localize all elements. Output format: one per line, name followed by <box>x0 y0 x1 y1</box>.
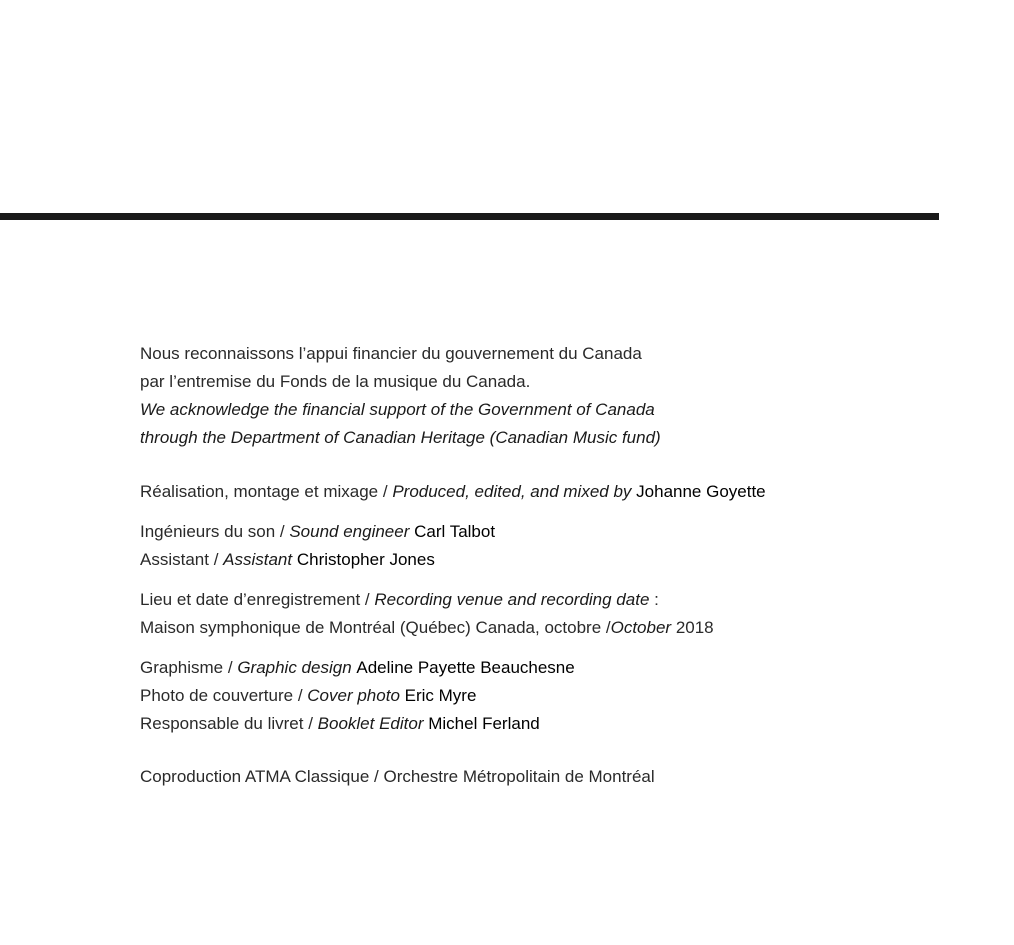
funding-acknowledgement <box>140 340 900 452</box>
cover-label-en: Cover photo <box>307 686 400 705</box>
venue-month-en: October <box>610 618 672 637</box>
venue-label-fr: Lieu et date d’enregistrement / <box>140 590 375 609</box>
assistant-name: Christopher Jones <box>296 550 435 569</box>
credits-block <box>140 340 900 791</box>
venue-label-suffix: : <box>649 590 659 609</box>
venue-year: 2018 <box>671 618 714 637</box>
booklet-label-fr: Responsable du livret / <box>140 714 318 733</box>
production-credit <box>140 478 900 506</box>
production-label-fr: Réalisation, montage et mixage / <box>140 482 393 501</box>
funding-en-line-1: We acknowledge the financial support of the Government of Canada <box>140 400 655 419</box>
cover-label-fr: Photo de couverture / <box>140 686 308 705</box>
venue-label-en: Recording venue and recording date <box>374 590 650 609</box>
graphic-label-fr: Graphisme / <box>140 658 238 677</box>
venue-credit <box>140 586 900 642</box>
booklet-editor-name: Michel Ferland <box>428 714 540 733</box>
producer-name: Johanne Goyette <box>636 482 766 501</box>
venue-place: Maison symphonique de Montréal (Québec) Canada, octobre / <box>140 618 611 637</box>
coproduction-line: Coproduction ATMA Classique / Orchestre Métropolitain de Montréal <box>140 767 655 786</box>
design-credits <box>140 654 900 738</box>
assistant-label-fr: Assistant / <box>140 550 224 569</box>
cover-photographer-name: Eric Myre <box>404 686 477 705</box>
funding-en-line-2: through the Department of Canadian Heritage (Canadian Music fund) <box>140 428 661 447</box>
graphic-label-en: Graphic design <box>237 658 352 677</box>
engineer-name: Carl Talbot <box>414 522 496 541</box>
funding-fr-line-2: par l’entremise du Fonds de la musique du Canada. <box>140 372 531 391</box>
booklet-label-en: Booklet Editor <box>317 714 424 733</box>
engineer-label-fr: Ingénieurs du son / <box>140 522 290 541</box>
assistant-label-en: Assistant <box>223 550 293 569</box>
funding-fr-line-1: Nous reconnaissons l’appui financier du gouvernement du Canada <box>140 344 642 363</box>
engineer-label-en: Sound engineer <box>289 522 410 541</box>
production-label-en: Produced, edited, and mixed by <box>392 482 632 501</box>
horizontal-rule <box>0 213 939 220</box>
graphic-designer-name: Adeline Payette Beauchesne <box>356 658 575 677</box>
coproduction-credit <box>140 763 900 791</box>
engineering-credits <box>140 518 900 574</box>
